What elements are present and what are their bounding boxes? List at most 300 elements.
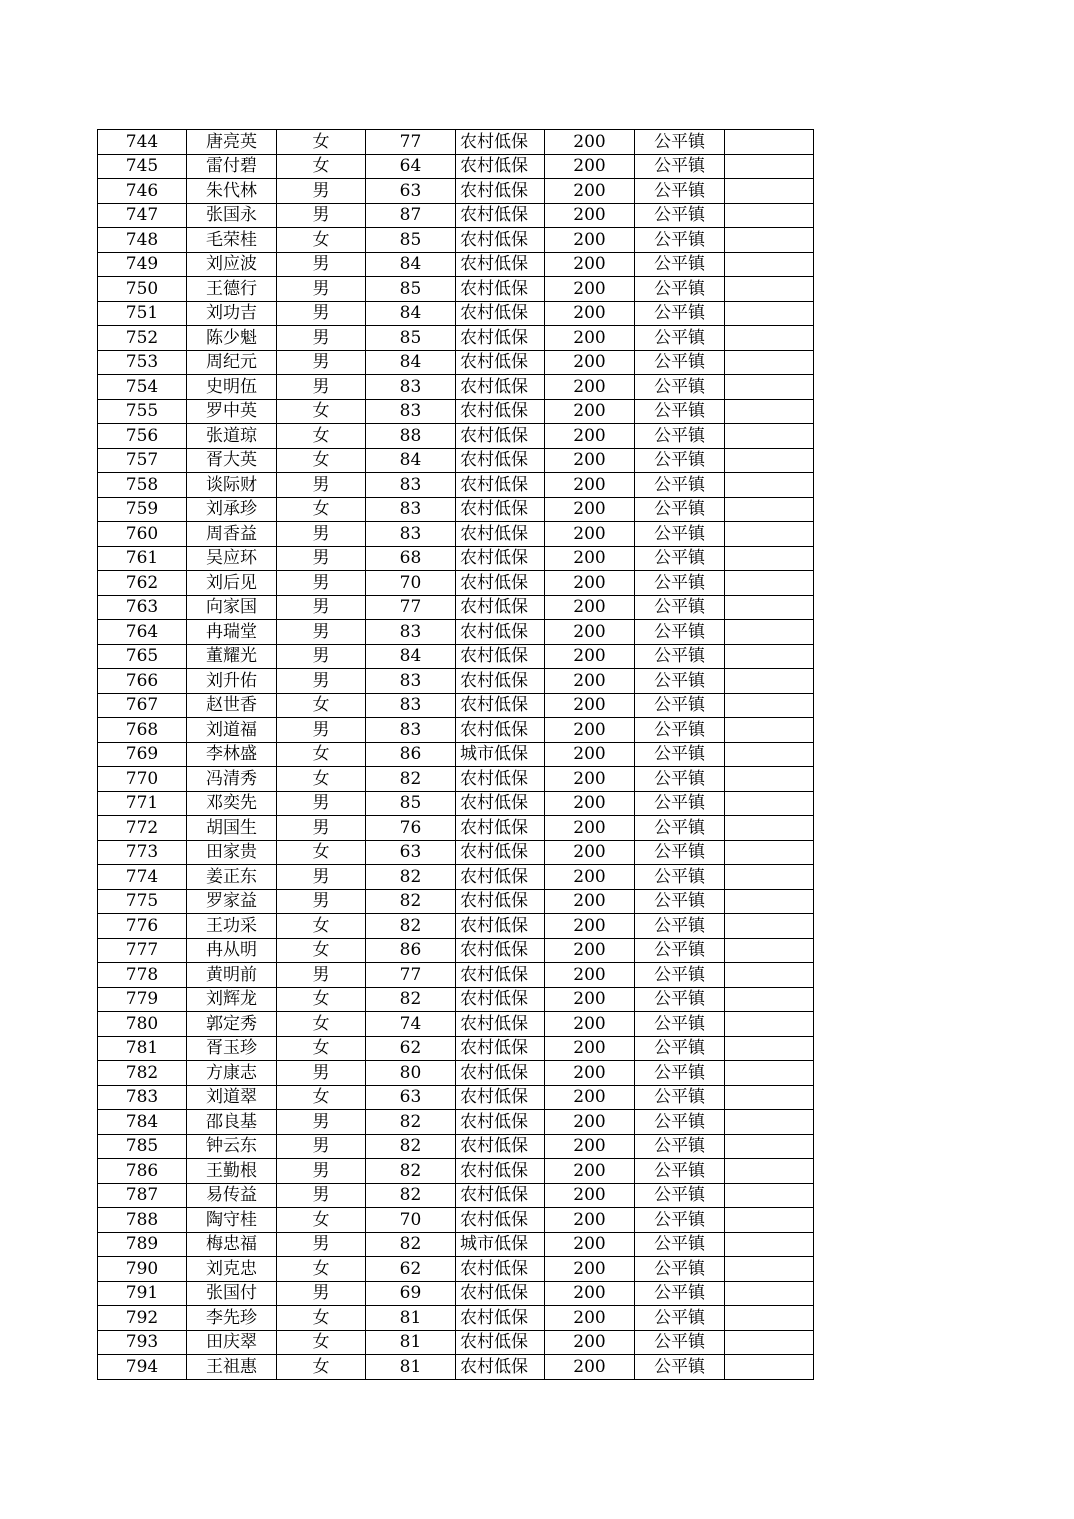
- table-row: [98, 375, 814, 400]
- amount-cell: 200: [545, 595, 635, 620]
- town-cell: 公平镇: [635, 620, 725, 645]
- age-cell: 83: [366, 375, 456, 400]
- town-cell: 公平镇: [635, 963, 725, 988]
- gender-cell: 女: [277, 767, 366, 792]
- age-cell: 77: [366, 963, 456, 988]
- serial-number-cell: 781: [98, 1036, 187, 1061]
- gender-cell: 女: [277, 914, 366, 939]
- table-row: [98, 1110, 814, 1135]
- name-cell: 李林盛: [187, 742, 277, 767]
- gender-cell: 男: [277, 1183, 366, 1208]
- table-row: [98, 277, 814, 302]
- amount-cell: 200: [545, 571, 635, 596]
- gender-cell: 女: [277, 742, 366, 767]
- serial-number-cell: 752: [98, 326, 187, 351]
- age-cell: 81: [366, 1330, 456, 1355]
- gender-cell: 男: [277, 546, 366, 571]
- name-cell: 田庆翠: [187, 1330, 277, 1355]
- assistance-type-cell: 农村低保: [456, 1012, 545, 1037]
- assistance-type-cell: 农村低保: [456, 252, 545, 277]
- amount-cell: 200: [545, 1183, 635, 1208]
- amount-cell: 200: [545, 1159, 635, 1184]
- table-row: [98, 1330, 814, 1355]
- assistance-type-cell: 农村低保: [456, 326, 545, 351]
- assistance-type-cell: 农村低保: [456, 571, 545, 596]
- remarks-cell: [725, 1036, 814, 1061]
- assistance-type-cell: 农村低保: [456, 1330, 545, 1355]
- assistance-type-cell: 农村低保: [456, 1061, 545, 1086]
- town-cell: 公平镇: [635, 865, 725, 890]
- age-cell: 82: [366, 1110, 456, 1135]
- name-cell: 易传益: [187, 1183, 277, 1208]
- town-cell: 公平镇: [635, 1110, 725, 1135]
- name-cell: 向家国: [187, 595, 277, 620]
- gender-cell: 女: [277, 693, 366, 718]
- serial-number-cell: 787: [98, 1183, 187, 1208]
- gender-cell: 女: [277, 399, 366, 424]
- table-row: [98, 767, 814, 792]
- age-cell: 82: [366, 1134, 456, 1159]
- assistance-type-cell: 农村低保: [456, 350, 545, 375]
- town-cell: 公平镇: [635, 889, 725, 914]
- serial-number-cell: 768: [98, 718, 187, 743]
- table-row: [98, 571, 814, 596]
- name-cell: 刘辉龙: [187, 987, 277, 1012]
- gender-cell: 男: [277, 1159, 366, 1184]
- table-row: [98, 1208, 814, 1233]
- age-cell: 68: [366, 546, 456, 571]
- age-cell: 87: [366, 203, 456, 228]
- age-cell: 84: [366, 252, 456, 277]
- table-row: [98, 595, 814, 620]
- serial-number-cell: 783: [98, 1085, 187, 1110]
- town-cell: 公平镇: [635, 399, 725, 424]
- amount-cell: 200: [545, 1036, 635, 1061]
- name-cell: 冯清秀: [187, 767, 277, 792]
- table-row: [98, 669, 814, 694]
- serial-number-cell: 776: [98, 914, 187, 939]
- age-cell: 63: [366, 1085, 456, 1110]
- remarks-cell: [725, 1281, 814, 1306]
- town-cell: 公平镇: [635, 914, 725, 939]
- age-cell: 83: [366, 693, 456, 718]
- gender-cell: 男: [277, 595, 366, 620]
- serial-number-cell: 780: [98, 1012, 187, 1037]
- assistance-type-cell: 农村低保: [456, 1110, 545, 1135]
- assistance-type-cell: 农村低保: [456, 840, 545, 865]
- assistance-type-cell: 农村低保: [456, 1281, 545, 1306]
- remarks-cell: [725, 546, 814, 571]
- table-row: [98, 252, 814, 277]
- gender-cell: 女: [277, 1208, 366, 1233]
- assistance-type-cell: 农村低保: [456, 1355, 545, 1380]
- name-cell: 张国永: [187, 203, 277, 228]
- age-cell: 81: [366, 1355, 456, 1380]
- serial-number-cell: 790: [98, 1257, 187, 1282]
- town-cell: 公平镇: [635, 1159, 725, 1184]
- serial-number-cell: 773: [98, 840, 187, 865]
- amount-cell: 200: [545, 179, 635, 204]
- assistance-type-cell: 农村低保: [456, 767, 545, 792]
- town-cell: 公平镇: [635, 350, 725, 375]
- name-cell: 姜正东: [187, 865, 277, 890]
- table-row: [98, 203, 814, 228]
- name-cell: 邓奕先: [187, 791, 277, 816]
- remarks-cell: [725, 1208, 814, 1233]
- remarks-cell: [725, 350, 814, 375]
- age-cell: 77: [366, 130, 456, 155]
- town-cell: 公平镇: [635, 1036, 725, 1061]
- gender-cell: 女: [277, 497, 366, 522]
- name-cell: 毛荣桂: [187, 228, 277, 253]
- town-cell: 公平镇: [635, 742, 725, 767]
- name-cell: 史明伍: [187, 375, 277, 400]
- remarks-cell: [725, 987, 814, 1012]
- age-cell: 63: [366, 840, 456, 865]
- name-cell: 刘道翠: [187, 1085, 277, 1110]
- table-row: [98, 1159, 814, 1184]
- remarks-cell: [725, 914, 814, 939]
- gender-cell: 男: [277, 963, 366, 988]
- assistance-type-cell: 农村低保: [456, 473, 545, 498]
- name-cell: 刘克忠: [187, 1257, 277, 1282]
- assistance-type-cell: 农村低保: [456, 1159, 545, 1184]
- name-cell: 方康志: [187, 1061, 277, 1086]
- age-cell: 76: [366, 816, 456, 841]
- town-cell: 公平镇: [635, 840, 725, 865]
- age-cell: 77: [366, 595, 456, 620]
- serial-number-cell: 767: [98, 693, 187, 718]
- name-cell: 王功采: [187, 914, 277, 939]
- assistance-type-cell: 农村低保: [456, 1036, 545, 1061]
- assistance-type-cell: 农村低保: [456, 546, 545, 571]
- gender-cell: 男: [277, 1134, 366, 1159]
- name-cell: 张道琼: [187, 424, 277, 449]
- town-cell: 公平镇: [635, 277, 725, 302]
- town-cell: 公平镇: [635, 1257, 725, 1282]
- assistance-type-cell: 农村低保: [456, 375, 545, 400]
- amount-cell: 200: [545, 816, 635, 841]
- assistance-type-cell: 农村低保: [456, 130, 545, 155]
- name-cell: 王祖惠: [187, 1355, 277, 1380]
- recipient-table: [97, 129, 814, 1380]
- name-cell: 赵世香: [187, 693, 277, 718]
- gender-cell: 女: [277, 1257, 366, 1282]
- table-row: [98, 620, 814, 645]
- town-cell: 公平镇: [635, 546, 725, 571]
- remarks-cell: [725, 938, 814, 963]
- table-row: [98, 399, 814, 424]
- amount-cell: 200: [545, 399, 635, 424]
- remarks-cell: [725, 179, 814, 204]
- name-cell: 罗家益: [187, 889, 277, 914]
- town-cell: 公平镇: [635, 154, 725, 179]
- assistance-type-cell: 农村低保: [456, 522, 545, 547]
- age-cell: 63: [366, 179, 456, 204]
- town-cell: 公平镇: [635, 424, 725, 449]
- amount-cell: 200: [545, 718, 635, 743]
- remarks-cell: [725, 742, 814, 767]
- amount-cell: 200: [545, 963, 635, 988]
- remarks-cell: [725, 326, 814, 351]
- table-row: [98, 179, 814, 204]
- amount-cell: 200: [545, 1208, 635, 1233]
- amount-cell: 200: [545, 1061, 635, 1086]
- amount-cell: 200: [545, 644, 635, 669]
- age-cell: 88: [366, 424, 456, 449]
- age-cell: 70: [366, 1208, 456, 1233]
- assistance-type-cell: 农村低保: [456, 277, 545, 302]
- gender-cell: 男: [277, 865, 366, 890]
- amount-cell: 200: [545, 1110, 635, 1135]
- gender-cell: 女: [277, 448, 366, 473]
- assistance-type-cell: 农村低保: [456, 693, 545, 718]
- amount-cell: 200: [545, 326, 635, 351]
- age-cell: 83: [366, 620, 456, 645]
- amount-cell: 200: [545, 228, 635, 253]
- amount-cell: 200: [545, 1134, 635, 1159]
- town-cell: 公平镇: [635, 816, 725, 841]
- age-cell: 83: [366, 669, 456, 694]
- remarks-cell: [725, 301, 814, 326]
- gender-cell: 男: [277, 669, 366, 694]
- remarks-cell: [725, 693, 814, 718]
- assistance-type-cell: 城市低保: [456, 1232, 545, 1257]
- amount-cell: 200: [545, 1012, 635, 1037]
- serial-number-cell: 777: [98, 938, 187, 963]
- age-cell: 82: [366, 767, 456, 792]
- name-cell: 陶守桂: [187, 1208, 277, 1233]
- table-row: [98, 840, 814, 865]
- town-cell: 公平镇: [635, 1061, 725, 1086]
- age-cell: 82: [366, 987, 456, 1012]
- table-row: [98, 1134, 814, 1159]
- gender-cell: 男: [277, 301, 366, 326]
- assistance-type-cell: 农村低保: [456, 791, 545, 816]
- amount-cell: 200: [545, 1232, 635, 1257]
- gender-cell: 女: [277, 1012, 366, 1037]
- amount-cell: 200: [545, 791, 635, 816]
- table-row: [98, 522, 814, 547]
- name-cell: 王德行: [187, 277, 277, 302]
- age-cell: 70: [366, 571, 456, 596]
- table-row: [98, 1061, 814, 1086]
- gender-cell: 女: [277, 130, 366, 155]
- serial-number-cell: 748: [98, 228, 187, 253]
- name-cell: 朱代林: [187, 179, 277, 204]
- assistance-type-cell: 农村低保: [456, 963, 545, 988]
- gender-cell: 男: [277, 350, 366, 375]
- amount-cell: 200: [545, 203, 635, 228]
- serial-number-cell: 754: [98, 375, 187, 400]
- gender-cell: 男: [277, 277, 366, 302]
- table-row: [98, 497, 814, 522]
- name-cell: 梅忠福: [187, 1232, 277, 1257]
- assistance-type-cell: 农村低保: [456, 228, 545, 253]
- remarks-cell: [725, 1061, 814, 1086]
- town-cell: 公平镇: [635, 1281, 725, 1306]
- name-cell: 刘后见: [187, 571, 277, 596]
- age-cell: 85: [366, 277, 456, 302]
- name-cell: 张国付: [187, 1281, 277, 1306]
- remarks-cell: [725, 963, 814, 988]
- town-cell: 公平镇: [635, 1330, 725, 1355]
- town-cell: 公平镇: [635, 473, 725, 498]
- amount-cell: 200: [545, 889, 635, 914]
- name-cell: 胥大英: [187, 448, 277, 473]
- amount-cell: 200: [545, 669, 635, 694]
- remarks-cell: [725, 644, 814, 669]
- gender-cell: 男: [277, 571, 366, 596]
- assistance-type-cell: 城市低保: [456, 742, 545, 767]
- table-row: [98, 301, 814, 326]
- assistance-type-cell: 农村低保: [456, 718, 545, 743]
- table-row: [98, 938, 814, 963]
- age-cell: 84: [366, 448, 456, 473]
- amount-cell: 200: [545, 914, 635, 939]
- town-cell: 公平镇: [635, 595, 725, 620]
- serial-number-cell: 788: [98, 1208, 187, 1233]
- name-cell: 刘承珍: [187, 497, 277, 522]
- table-row: [98, 914, 814, 939]
- serial-number-cell: 765: [98, 644, 187, 669]
- remarks-cell: [725, 424, 814, 449]
- remarks-cell: [725, 1355, 814, 1380]
- serial-number-cell: 769: [98, 742, 187, 767]
- remarks-cell: [725, 840, 814, 865]
- assistance-type-cell: 农村低保: [456, 1134, 545, 1159]
- gender-cell: 女: [277, 1085, 366, 1110]
- serial-number-cell: 784: [98, 1110, 187, 1135]
- serial-number-cell: 786: [98, 1159, 187, 1184]
- serial-number-cell: 775: [98, 889, 187, 914]
- gender-cell: 女: [277, 154, 366, 179]
- serial-number-cell: 763: [98, 595, 187, 620]
- amount-cell: 200: [545, 350, 635, 375]
- table-row: [98, 326, 814, 351]
- serial-number-cell: 745: [98, 154, 187, 179]
- name-cell: 胥玉珍: [187, 1036, 277, 1061]
- remarks-cell: [725, 399, 814, 424]
- name-cell: 黄明前: [187, 963, 277, 988]
- table-row: [98, 546, 814, 571]
- gender-cell: 男: [277, 375, 366, 400]
- serial-number-cell: 771: [98, 791, 187, 816]
- table-row: [98, 1232, 814, 1257]
- remarks-cell: [725, 203, 814, 228]
- name-cell: 钟云东: [187, 1134, 277, 1159]
- name-cell: 刘应波: [187, 252, 277, 277]
- gender-cell: 男: [277, 1232, 366, 1257]
- name-cell: 刘道福: [187, 718, 277, 743]
- amount-cell: 200: [545, 1085, 635, 1110]
- assistance-type-cell: 农村低保: [456, 620, 545, 645]
- gender-cell: 男: [277, 179, 366, 204]
- amount-cell: 200: [545, 1257, 635, 1282]
- assistance-type-cell: 农村低保: [456, 179, 545, 204]
- assistance-type-cell: 农村低保: [456, 448, 545, 473]
- gender-cell: 男: [277, 644, 366, 669]
- town-cell: 公平镇: [635, 301, 725, 326]
- town-cell: 公平镇: [635, 375, 725, 400]
- town-cell: 公平镇: [635, 718, 725, 743]
- remarks-cell: [725, 1257, 814, 1282]
- assistance-type-cell: 农村低保: [456, 301, 545, 326]
- town-cell: 公平镇: [635, 1085, 725, 1110]
- assistance-type-cell: 农村低保: [456, 865, 545, 890]
- remarks-cell: [725, 1110, 814, 1135]
- remarks-cell: [725, 473, 814, 498]
- serial-number-cell: 761: [98, 546, 187, 571]
- amount-cell: 200: [545, 767, 635, 792]
- gender-cell: 男: [277, 1061, 366, 1086]
- table-row: [98, 742, 814, 767]
- gender-cell: 男: [277, 473, 366, 498]
- amount-cell: 200: [545, 277, 635, 302]
- town-cell: 公平镇: [635, 179, 725, 204]
- name-cell: 唐亮英: [187, 130, 277, 155]
- age-cell: 82: [366, 889, 456, 914]
- assistance-type-cell: 农村低保: [456, 154, 545, 179]
- age-cell: 86: [366, 938, 456, 963]
- remarks-cell: [725, 816, 814, 841]
- table-row: [98, 1281, 814, 1306]
- town-cell: 公平镇: [635, 987, 725, 1012]
- amount-cell: 200: [545, 742, 635, 767]
- assistance-type-cell: 农村低保: [456, 1208, 545, 1233]
- assistance-type-cell: 农村低保: [456, 203, 545, 228]
- table-row: [98, 1036, 814, 1061]
- table-row: [98, 1085, 814, 1110]
- name-cell: 冉从明: [187, 938, 277, 963]
- name-cell: 雷付碧: [187, 154, 277, 179]
- serial-number-cell: 757: [98, 448, 187, 473]
- serial-number-cell: 750: [98, 277, 187, 302]
- amount-cell: 200: [545, 522, 635, 547]
- serial-number-cell: 746: [98, 179, 187, 204]
- gender-cell: 女: [277, 424, 366, 449]
- age-cell: 74: [366, 1012, 456, 1037]
- assistance-type-cell: 农村低保: [456, 889, 545, 914]
- town-cell: 公平镇: [635, 203, 725, 228]
- town-cell: 公平镇: [635, 767, 725, 792]
- remarks-cell: [725, 865, 814, 890]
- town-cell: 公平镇: [635, 938, 725, 963]
- name-cell: 刘升佑: [187, 669, 277, 694]
- age-cell: 62: [366, 1257, 456, 1282]
- name-cell: 王勤根: [187, 1159, 277, 1184]
- amount-cell: 200: [545, 938, 635, 963]
- gender-cell: 男: [277, 1281, 366, 1306]
- name-cell: 陈少魁: [187, 326, 277, 351]
- age-cell: 64: [366, 154, 456, 179]
- amount-cell: 200: [545, 620, 635, 645]
- age-cell: 82: [366, 865, 456, 890]
- gender-cell: 男: [277, 522, 366, 547]
- age-cell: 84: [366, 301, 456, 326]
- town-cell: 公平镇: [635, 1208, 725, 1233]
- gender-cell: 女: [277, 1036, 366, 1061]
- town-cell: 公平镇: [635, 693, 725, 718]
- table-row: [98, 424, 814, 449]
- gender-cell: 男: [277, 203, 366, 228]
- age-cell: 85: [366, 326, 456, 351]
- assistance-type-cell: 农村低保: [456, 1257, 545, 1282]
- remarks-cell: [725, 595, 814, 620]
- remarks-cell: [725, 375, 814, 400]
- serial-number-cell: 760: [98, 522, 187, 547]
- town-cell: 公平镇: [635, 791, 725, 816]
